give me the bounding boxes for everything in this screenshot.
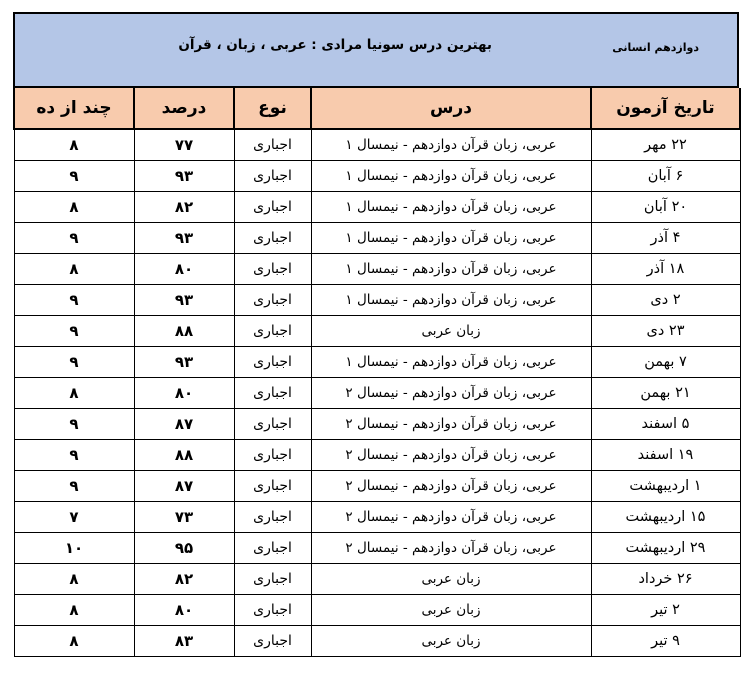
lesson-cell: عربی، زبان قرآن دوازدهم - نیمسال ۱ bbox=[311, 254, 591, 285]
percent-cell: ۹۳ bbox=[134, 285, 234, 316]
table-row bbox=[14, 129, 740, 161]
score-cell: ۸ bbox=[14, 564, 134, 595]
percent-cell: ۸۷ bbox=[134, 409, 234, 440]
table-row bbox=[14, 378, 740, 409]
score-cell: ۹ bbox=[14, 409, 134, 440]
date-cell: ۵ اسفند bbox=[591, 409, 740, 440]
lesson-cell: عربی، زبان قرآن دوازدهم - نیمسال ۱ bbox=[311, 285, 591, 316]
percent-cell: ۹۳ bbox=[134, 347, 234, 378]
title-bar bbox=[13, 12, 739, 88]
type-cell: اجباری bbox=[234, 378, 311, 409]
type-cell: اجباری bbox=[234, 316, 311, 347]
type-cell: اجباری bbox=[234, 502, 311, 533]
score-cell: ۹ bbox=[14, 161, 134, 192]
percent-cell: ۷۳ bbox=[134, 502, 234, 533]
column-header-date: تاریخ آزمون bbox=[591, 88, 740, 129]
table-body bbox=[14, 129, 740, 657]
percent-cell: ۸۰ bbox=[134, 378, 234, 409]
date-cell: ۲۰ آبان bbox=[591, 192, 740, 223]
table-row bbox=[14, 285, 740, 316]
percent-cell: ۸۳ bbox=[134, 626, 234, 657]
date-cell: ۱۵ اردیبهشت bbox=[591, 502, 740, 533]
score-cell: ۸ bbox=[14, 378, 134, 409]
percent-cell: ۸۲ bbox=[134, 564, 234, 595]
lesson-cell: زبان عربی bbox=[311, 564, 591, 595]
column-header-percent: درصد bbox=[134, 88, 234, 129]
column-header-type: نوع bbox=[234, 88, 311, 129]
table-row bbox=[14, 595, 740, 626]
type-cell: اجباری bbox=[234, 347, 311, 378]
lesson-cell: زبان عربی bbox=[311, 595, 591, 626]
lesson-cell: عربی، زبان قرآن دوازدهم - نیمسال ۱ bbox=[311, 192, 591, 223]
type-cell: اجباری bbox=[234, 471, 311, 502]
percent-cell: ۸۲ bbox=[134, 192, 234, 223]
table-header-row bbox=[14, 88, 740, 129]
percent-cell: ۸۸ bbox=[134, 440, 234, 471]
score-cell: ۸ bbox=[14, 129, 134, 161]
grade-label: دوازدهم انسانی bbox=[612, 41, 699, 54]
percent-cell: ۹۳ bbox=[134, 161, 234, 192]
percent-cell: ۹۵ bbox=[134, 533, 234, 564]
page-title: بهترین درس سونیا مرادی : عربی ، زبان ، قرآن bbox=[178, 37, 492, 53]
report-sheet bbox=[13, 12, 739, 657]
table-row bbox=[14, 161, 740, 192]
score-cell: ۹ bbox=[14, 347, 134, 378]
date-cell: ۲۹ اردیبهشت bbox=[591, 533, 740, 564]
percent-cell: ۸۷ bbox=[134, 471, 234, 502]
table-row bbox=[14, 471, 740, 502]
table-row bbox=[14, 533, 740, 564]
table-row bbox=[14, 223, 740, 254]
lesson-cell: عربی، زبان قرآن دوازدهم - نیمسال ۱ bbox=[311, 161, 591, 192]
type-cell: اجباری bbox=[234, 533, 311, 564]
score-cell: ۸ bbox=[14, 192, 134, 223]
percent-cell: ۸۰ bbox=[134, 595, 234, 626]
type-cell: اجباری bbox=[234, 129, 311, 161]
date-cell: ۷ بهمن bbox=[591, 347, 740, 378]
date-cell: ۲۳ دی bbox=[591, 316, 740, 347]
column-header-lesson: درس bbox=[311, 88, 591, 129]
date-cell: ۱۹ اسفند bbox=[591, 440, 740, 471]
date-cell: ۲ دی bbox=[591, 285, 740, 316]
date-cell: ۲۲ مهر bbox=[591, 129, 740, 161]
score-cell: ۸ bbox=[14, 254, 134, 285]
percent-cell: ۹۳ bbox=[134, 223, 234, 254]
lesson-cell: عربی، زبان قرآن دوازدهم - نیمسال ۱ bbox=[311, 129, 591, 161]
score-cell: ۹ bbox=[14, 285, 134, 316]
column-header-score: چند از ده bbox=[14, 88, 134, 129]
date-cell: ۲ تیر bbox=[591, 595, 740, 626]
lesson-cell: عربی، زبان قرآن دوازدهم - نیمسال ۲ bbox=[311, 471, 591, 502]
percent-cell: ۸۸ bbox=[134, 316, 234, 347]
type-cell: اجباری bbox=[234, 409, 311, 440]
table-row bbox=[14, 626, 740, 657]
lesson-cell: عربی، زبان قرآن دوازدهم - نیمسال ۲ bbox=[311, 533, 591, 564]
table-row bbox=[14, 564, 740, 595]
lesson-cell: عربی، زبان قرآن دوازدهم - نیمسال ۲ bbox=[311, 409, 591, 440]
date-cell: ۶ آبان bbox=[591, 161, 740, 192]
date-cell: ۴ آذر bbox=[591, 223, 740, 254]
lesson-cell: عربی، زبان قرآن دوازدهم - نیمسال ۲ bbox=[311, 378, 591, 409]
date-cell: ۹ تیر bbox=[591, 626, 740, 657]
score-cell: ۸ bbox=[14, 595, 134, 626]
type-cell: اجباری bbox=[234, 285, 311, 316]
lesson-cell: عربی، زبان قرآن دوازدهم - نیمسال ۱ bbox=[311, 223, 591, 254]
score-cell: ۷ bbox=[14, 502, 134, 533]
results-table bbox=[13, 88, 741, 657]
date-cell: ۱ اردیبهشت bbox=[591, 471, 740, 502]
percent-cell: ۸۰ bbox=[134, 254, 234, 285]
table-row bbox=[14, 440, 740, 471]
table-row bbox=[14, 254, 740, 285]
score-cell: ۹ bbox=[14, 440, 134, 471]
table-row bbox=[14, 409, 740, 440]
type-cell: اجباری bbox=[234, 254, 311, 285]
type-cell: اجباری bbox=[234, 223, 311, 254]
date-cell: ۱۸ آذر bbox=[591, 254, 740, 285]
score-cell: ۱۰ bbox=[14, 533, 134, 564]
lesson-cell: عربی، زبان قرآن دوازدهم - نیمسال ۱ bbox=[311, 347, 591, 378]
date-cell: ۲۱ بهمن bbox=[591, 378, 740, 409]
type-cell: اجباری bbox=[234, 440, 311, 471]
score-cell: ۸ bbox=[14, 626, 134, 657]
type-cell: اجباری bbox=[234, 161, 311, 192]
table-row bbox=[14, 502, 740, 533]
date-cell: ۲۶ خرداد bbox=[591, 564, 740, 595]
type-cell: اجباری bbox=[234, 595, 311, 626]
type-cell: اجباری bbox=[234, 192, 311, 223]
lesson-cell: عربی، زبان قرآن دوازدهم - نیمسال ۲ bbox=[311, 440, 591, 471]
lesson-cell: زبان عربی bbox=[311, 316, 591, 347]
score-cell: ۹ bbox=[14, 223, 134, 254]
score-cell: ۹ bbox=[14, 471, 134, 502]
percent-cell: ۷۷ bbox=[134, 129, 234, 161]
score-cell: ۹ bbox=[14, 316, 134, 347]
lesson-cell: عربی، زبان قرآن دوازدهم - نیمسال ۲ bbox=[311, 502, 591, 533]
lesson-cell: زبان عربی bbox=[311, 626, 591, 657]
table-row bbox=[14, 316, 740, 347]
table-row bbox=[14, 192, 740, 223]
type-cell: اجباری bbox=[234, 564, 311, 595]
type-cell: اجباری bbox=[234, 626, 311, 657]
table-row bbox=[14, 347, 740, 378]
